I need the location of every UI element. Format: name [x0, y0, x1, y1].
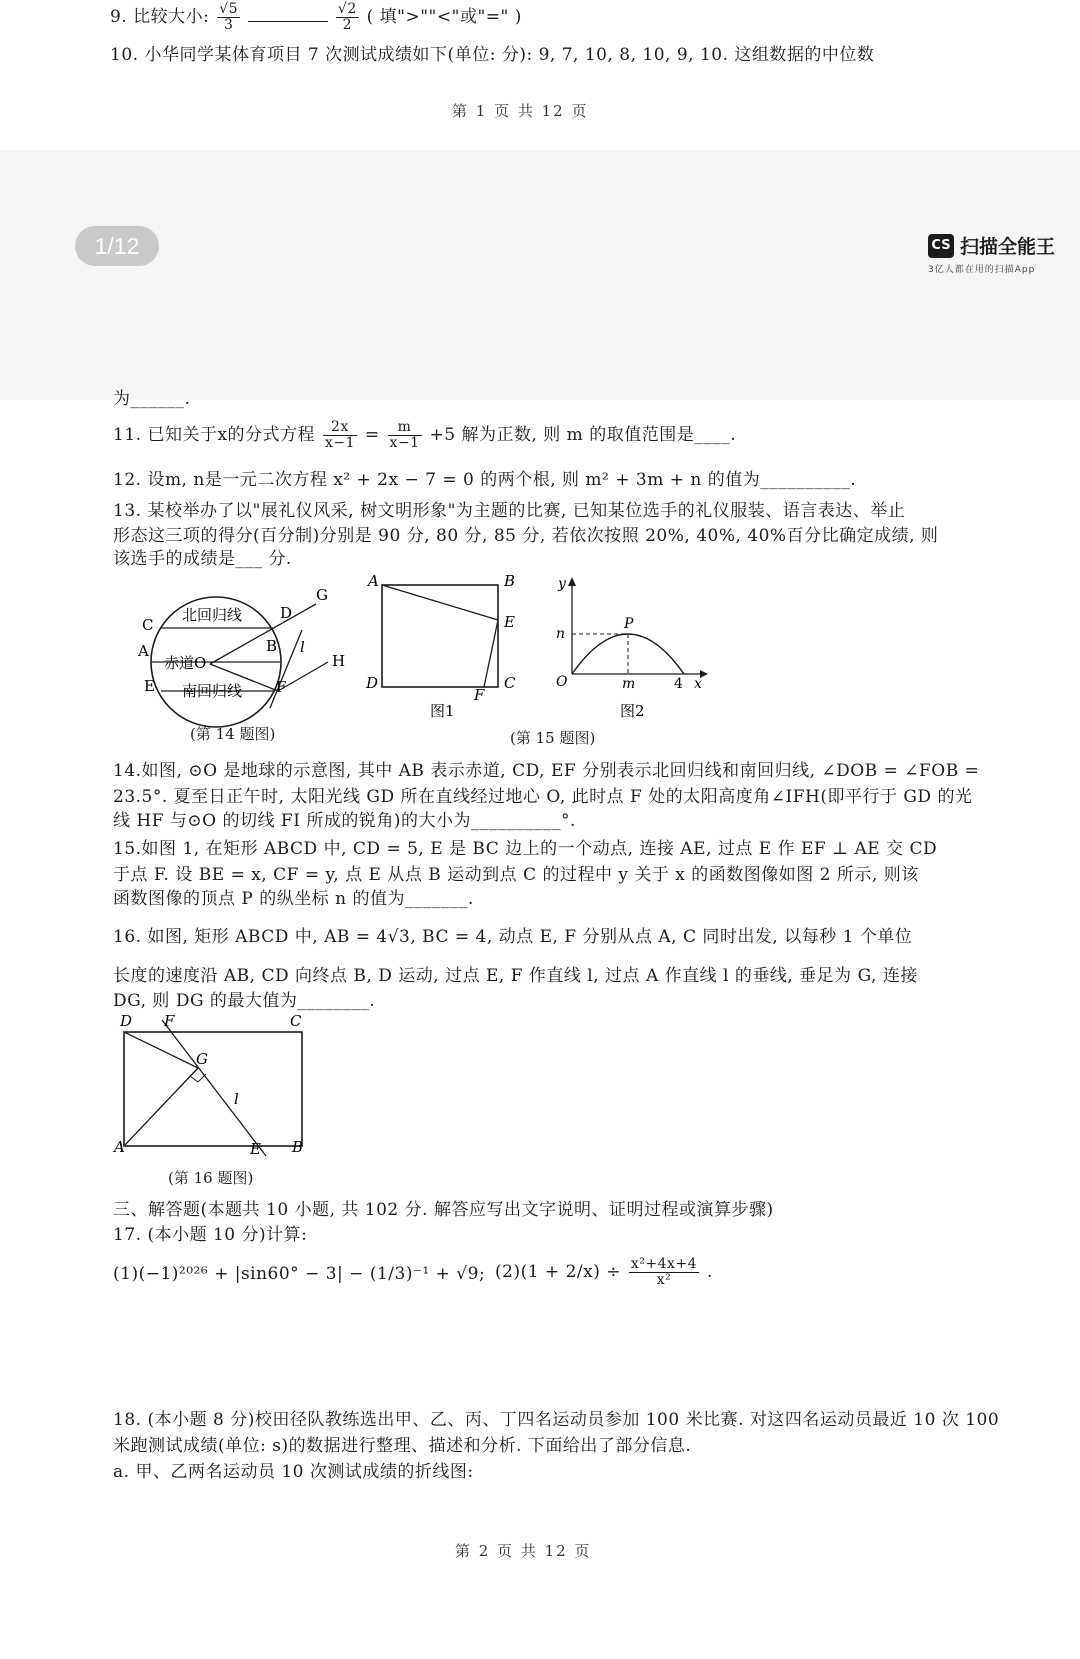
figure-15-caption: (第 15 题图) — [510, 729, 596, 747]
q17-heading: 17. (本小题 10 分)计算: — [113, 1225, 308, 1245]
label-g: G — [316, 586, 328, 604]
q11-frac2-den: x−1 — [389, 435, 420, 451]
q17-part2-fraction — [629, 1257, 699, 1288]
q16-line-1: 16. 如图, 矩形 ABCD 中, AB = 4√3, BC = 4, 动点 E, F 分别从点 A, C 同时出发, 以每秒 1 个单位 — [113, 927, 913, 947]
q13-line-2: 形态这三项的得分(百分制)分别是 90 分, 80 分, 85 分, 若依次按照 20%, 40%, 40%百分比确定成绩, 则 — [113, 526, 939, 546]
label-d: D — [280, 604, 293, 622]
segment-ef — [484, 620, 498, 687]
figure-15-1 — [362, 570, 532, 720]
segment-ag — [124, 1068, 198, 1146]
label-tropic-capricorn: 南回归线 — [182, 682, 243, 700]
question-12: 12. 设m, n是一元二次方程 x² + 2x − 7 = 0 的两个根, 则 m² + 3m + n 的值为__________. — [113, 470, 857, 490]
q9-fraction-left — [217, 2, 240, 33]
page-gap — [0, 150, 1080, 400]
label-b: B — [504, 572, 516, 590]
segment-dg — [124, 1032, 198, 1068]
label-e: E — [144, 677, 155, 695]
label-4: 4 — [674, 676, 683, 692]
label-a: A — [368, 572, 379, 590]
cs-logo-icon: CS — [928, 234, 954, 258]
label-tropic-cancer: 北回归线 — [182, 606, 243, 624]
q17-part-2 — [495, 1257, 713, 1288]
section-3-heading: 三、解答题(本题共 10 小题, 共 102 分. 解答应写出文字说明、证明过程或演算步骤) — [113, 1200, 774, 1220]
question-10: 10. 小华同学某体育项目 7 次测试成绩如下(单位: 分): 9, 7, 10, 8, 10, 9, 10. 这组数据的中位数 — [110, 45, 875, 65]
label-f: F — [474, 686, 485, 704]
rectangle-abcd — [124, 1032, 302, 1146]
label-f: F — [164, 1012, 175, 1030]
q9-frac1-num: √5 — [219, 1, 239, 17]
question-10-continued: 为______. — [113, 389, 191, 409]
q17-part2-end: . — [707, 1262, 713, 1282]
label-p: P — [624, 616, 634, 632]
q11-fraction-2 — [388, 420, 422, 451]
q9-suffix: ( 填">""<"或"=" ) — [366, 7, 522, 27]
q11-frac1-den: x−1 — [324, 435, 355, 451]
q17-part2-prefix: (2)(1 + 2/x) ÷ — [495, 1262, 621, 1282]
q18-line-2: 米跑测试成绩(单位: s)的数据进行整理、描述和分析. 下面给出了部分信息. — [113, 1436, 692, 1456]
figure-15-2 — [548, 574, 718, 720]
label-n: n — [556, 626, 566, 642]
figure-16-caption: (第 16 题图) — [168, 1169, 254, 1187]
q13-line-3: 该选手的成绩是___ 分. — [113, 549, 292, 569]
label-c: C — [290, 1012, 302, 1030]
question-11 — [113, 420, 736, 451]
app-name: 扫描全能王 — [960, 236, 1056, 258]
label-d: D — [120, 1012, 133, 1030]
figure-15-1-caption: 图1 — [430, 702, 455, 720]
q9-fraction-right — [336, 2, 359, 33]
q18-line-3: a. 甲、乙两名运动员 10 次测试成绩的折线图: — [113, 1462, 474, 1482]
label-c: C — [504, 674, 516, 692]
label-a: A — [138, 642, 149, 660]
q15-line-2: 于点 F. 设 BE = x, CF = y, 点 E 从点 B 运动到点 C 的过程中 y 关于 x 的函数图像如图 2 所示, 则该 — [113, 865, 919, 885]
label-m: m — [622, 676, 636, 692]
q17-part2-num: x²+4x+4 — [630, 1256, 698, 1272]
q17-part2-den: x² — [656, 1272, 672, 1288]
label-h: H — [332, 652, 346, 670]
q11-frac1-num: 2x — [323, 420, 357, 436]
q9-frac2-num: √2 — [337, 1, 357, 17]
label-l: l — [234, 1090, 239, 1108]
app-slogan: 3亿人都在用的扫描App — [928, 265, 1036, 275]
figure-14 — [130, 580, 360, 740]
q11-prefix: 11. 已知关于x的分式方程 — [113, 425, 316, 445]
q16-line-3: DG, 则 DG 的最大值为________. — [113, 991, 376, 1011]
label-g: G — [196, 1050, 208, 1068]
q11-equals: = — [364, 425, 380, 445]
q9-frac2-den: 2 — [342, 17, 353, 33]
q11-frac2-num: m — [388, 420, 422, 436]
q15-line-1: 15.如图 1, 在矩形 ABCD 中, CD = 5, E 是 BC 边上的一个动点, 连接 AE, 过点 E 作 EF ⊥ AE 交 CD — [113, 839, 938, 859]
label-y: y — [558, 576, 566, 592]
rectangle-abcd — [382, 585, 498, 687]
label-f: F — [276, 678, 287, 696]
q17-part-1: (1)(−1)²⁰²⁶ + |sin60° − 3| − (1/3)⁻¹ + √9; — [113, 1264, 486, 1284]
q9-frac1-den: 3 — [223, 17, 234, 33]
figure-14-caption: (第 14 题图) — [190, 725, 276, 743]
parabola-curve — [572, 634, 684, 674]
q13-line-1: 13. 某校举办了以"展礼仪风采, 树文明形象"为主题的比赛, 已知某位选手的礼仪服装、语言表达、举止 — [113, 501, 906, 521]
label-b: B — [266, 637, 278, 655]
q14-line-1: 14.如图, ⊙O 是地球的示意图, 其中 AB 表示赤道, CD, EF 分别表示北回归线和南回归线, ∠DOB = ∠FOB = — [113, 761, 980, 781]
label-c: C — [142, 616, 154, 634]
label-a: A — [114, 1138, 125, 1156]
label-o: O — [556, 674, 568, 690]
label-x: x — [694, 676, 702, 692]
scanner-app-logo — [928, 232, 1055, 259]
q15-line-3: 函数图像的顶点 P 的纵坐标 n 的值为_______. — [113, 889, 474, 909]
figure-15-2-caption: 图2 — [620, 702, 645, 720]
segment-ae — [382, 585, 498, 620]
label-e: E — [250, 1140, 261, 1158]
q9-prefix: 9. 比较大小: — [110, 7, 210, 27]
question-9 — [110, 2, 522, 33]
q16-line-2: 长度的速度沿 AB, CD 向终点 B, D 运动, 过点 E, F 作直线 l, 过点 A 作直线 l 的垂线, 垂足为 G, 连接 — [113, 966, 918, 986]
q11-suffix: +5 解为正数, 则 m 的取值范围是____. — [429, 425, 737, 445]
label-l: l — [300, 638, 305, 656]
label-d: D — [366, 674, 379, 692]
line-l — [162, 1020, 266, 1156]
label-equator: 赤道O — [164, 654, 207, 672]
label-e: E — [504, 613, 515, 631]
y-axis-arrow-icon — [568, 577, 576, 586]
page2-footer: 第 2 页 共 12 页 — [455, 1542, 592, 1560]
page-indicator[interactable]: 1/12 — [75, 226, 159, 266]
q14-line-2: 23.5°. 夏至日正午时, 太阳光线 GD 所在直线经过地心 O, 此时点 F 处的太阳高度角∠IFH(即平行于 GD 的光 — [113, 787, 973, 807]
page1-footer: 第 1 页 共 12 页 — [452, 102, 589, 120]
q11-fraction-1 — [323, 420, 357, 451]
q18-line-1: 18. (本小题 8 分)校田径队教练选出甲、乙、丙、丁四名运动员参加 100 米比赛. 对这四名运动员最近 10 次 100 — [113, 1410, 1000, 1430]
figure-16 — [110, 1010, 320, 1160]
label-b: B — [292, 1138, 304, 1156]
q9-answer-blank — [248, 7, 328, 22]
q14-line-3: 线 HF 与⊙O 的切线 FI 所成的锐角)的大小为__________°. — [113, 811, 576, 831]
